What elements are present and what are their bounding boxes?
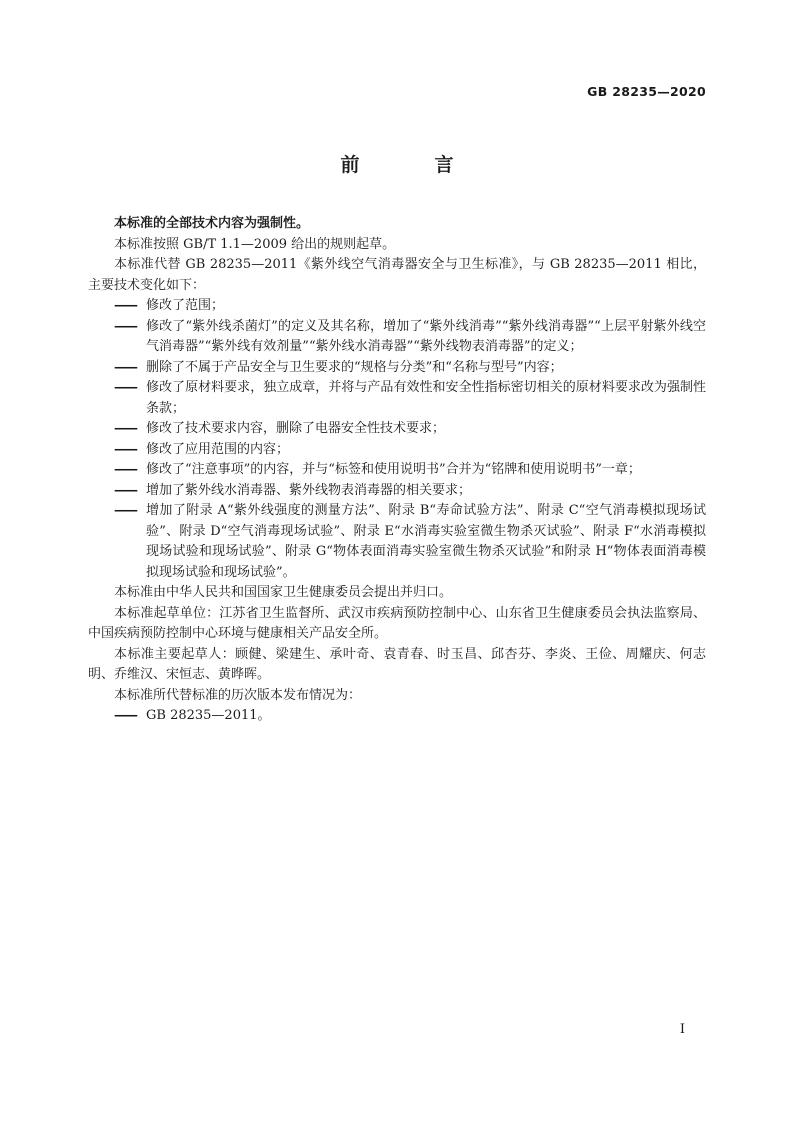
list-item bbox=[88, 378, 706, 419]
document-body bbox=[88, 214, 706, 727]
paragraph: 本标准由中华人民共和国国家卫生健康委员会提出并归口。 bbox=[114, 585, 453, 600]
list-item-text: 修改了应用范围的内容； bbox=[146, 441, 290, 457]
list-item bbox=[88, 358, 706, 379]
list-item-text: 修改了范围； bbox=[146, 298, 225, 313]
dash-mark: —— bbox=[114, 708, 136, 723]
standard-code: GB 28235—2020 bbox=[587, 84, 706, 99]
dash-mark: —— bbox=[114, 318, 136, 334]
list-item-text: 修改了原材料要求，独立成章，并将与产品有效性和安全性指标密切相关的原材料要求改为强制性条款； bbox=[146, 380, 706, 416]
list-item bbox=[88, 501, 706, 583]
list-item-text: 修改了“紫外线杀菌灯”的定义及其名称，增加了“紫外线消毒”“紫外线消毒器”“上层平射紫外线空气消毒器”“紫外线有效剂量”“紫外线水消毒器”“紫外线物表消毒器”的定义； bbox=[146, 318, 706, 354]
dash-mark: —— bbox=[114, 359, 136, 375]
list-item-text: 删除了不属于产品安全与卫生要求的“规格与分类”和“名称与型号”内容； bbox=[146, 359, 563, 375]
dash-mark: —— bbox=[114, 441, 136, 457]
paragraph: 本标准主要起草人：顾健、梁建生、承叶奇、袁青春、时玉昌、邱杏芬、李炎、王俭、周耀庆、何志明、乔维汉、宋恒志、黄晔晖。 bbox=[88, 646, 706, 682]
list-item-text: 增加了紫外线水消毒器、紫外线物表消毒器的相关要求； bbox=[146, 482, 472, 498]
paragraph: 本标准代替 GB 28235—2011《紫外线空气消毒器安全与卫生标准》，与 GB 28235—2011 相比，主要技术变化如下： bbox=[88, 257, 706, 293]
dash-mark: —— bbox=[114, 503, 136, 518]
dash-mark: —— bbox=[114, 482, 136, 498]
paragraph: 本标准所代替标准的历次版本发布情况为： bbox=[114, 687, 362, 703]
list-item-text: GB 28235—2011。 bbox=[146, 708, 271, 723]
list-item-text: 修改了技术要求内容，删除了电器安全性技术要求； bbox=[146, 421, 446, 436]
page-title: 前 言 bbox=[340, 154, 482, 176]
list-item bbox=[88, 460, 706, 481]
dash-mark: —— bbox=[114, 421, 136, 436]
paragraph: 本标准按照 GB/T 1.1—2009 给出的规则起草。 bbox=[114, 236, 396, 252]
list-item bbox=[88, 317, 706, 358]
paragraph: 本标准的全部技术内容为强制性。 bbox=[114, 216, 310, 231]
paragraph: 本标准起草单位：江苏省卫生监督所、武汉市疾病预防控制中心、山东省卫生健康委员会执法监察局、中国疾病预防控制中心环境与健康相关产品安全所。 bbox=[88, 605, 706, 641]
list-item bbox=[88, 706, 706, 727]
list-item-text: 修改了“注意事项”的内容，并与“标签和使用说明书”合并为“铭牌和使用说明书”一章； bbox=[146, 462, 641, 477]
dash-mark: —— bbox=[114, 380, 136, 395]
list-item-text: 增加了附录 A“紫外线强度的测量方法”、附录 B“寿命试验方法”、附录 C“空气消毒模拟现场试验”、附录 D“空气消毒现场试验”、附录 E“水消毒实验室微生物杀灭试验”、附录 F“水消毒模拟现场试验和现场试验”、附录 G“物体表面消毒实验室微生物杀灭试验”和附录 H“物体表面消毒模拟现场试验和现场试验”。 bbox=[146, 503, 706, 580]
list-item bbox=[88, 481, 706, 502]
list-item bbox=[88, 419, 706, 440]
list-item bbox=[88, 440, 706, 461]
list-item bbox=[88, 296, 706, 317]
dash-mark: —— bbox=[114, 298, 136, 313]
dash-mark: —— bbox=[114, 462, 136, 477]
page-number: I bbox=[679, 1022, 685, 1037]
